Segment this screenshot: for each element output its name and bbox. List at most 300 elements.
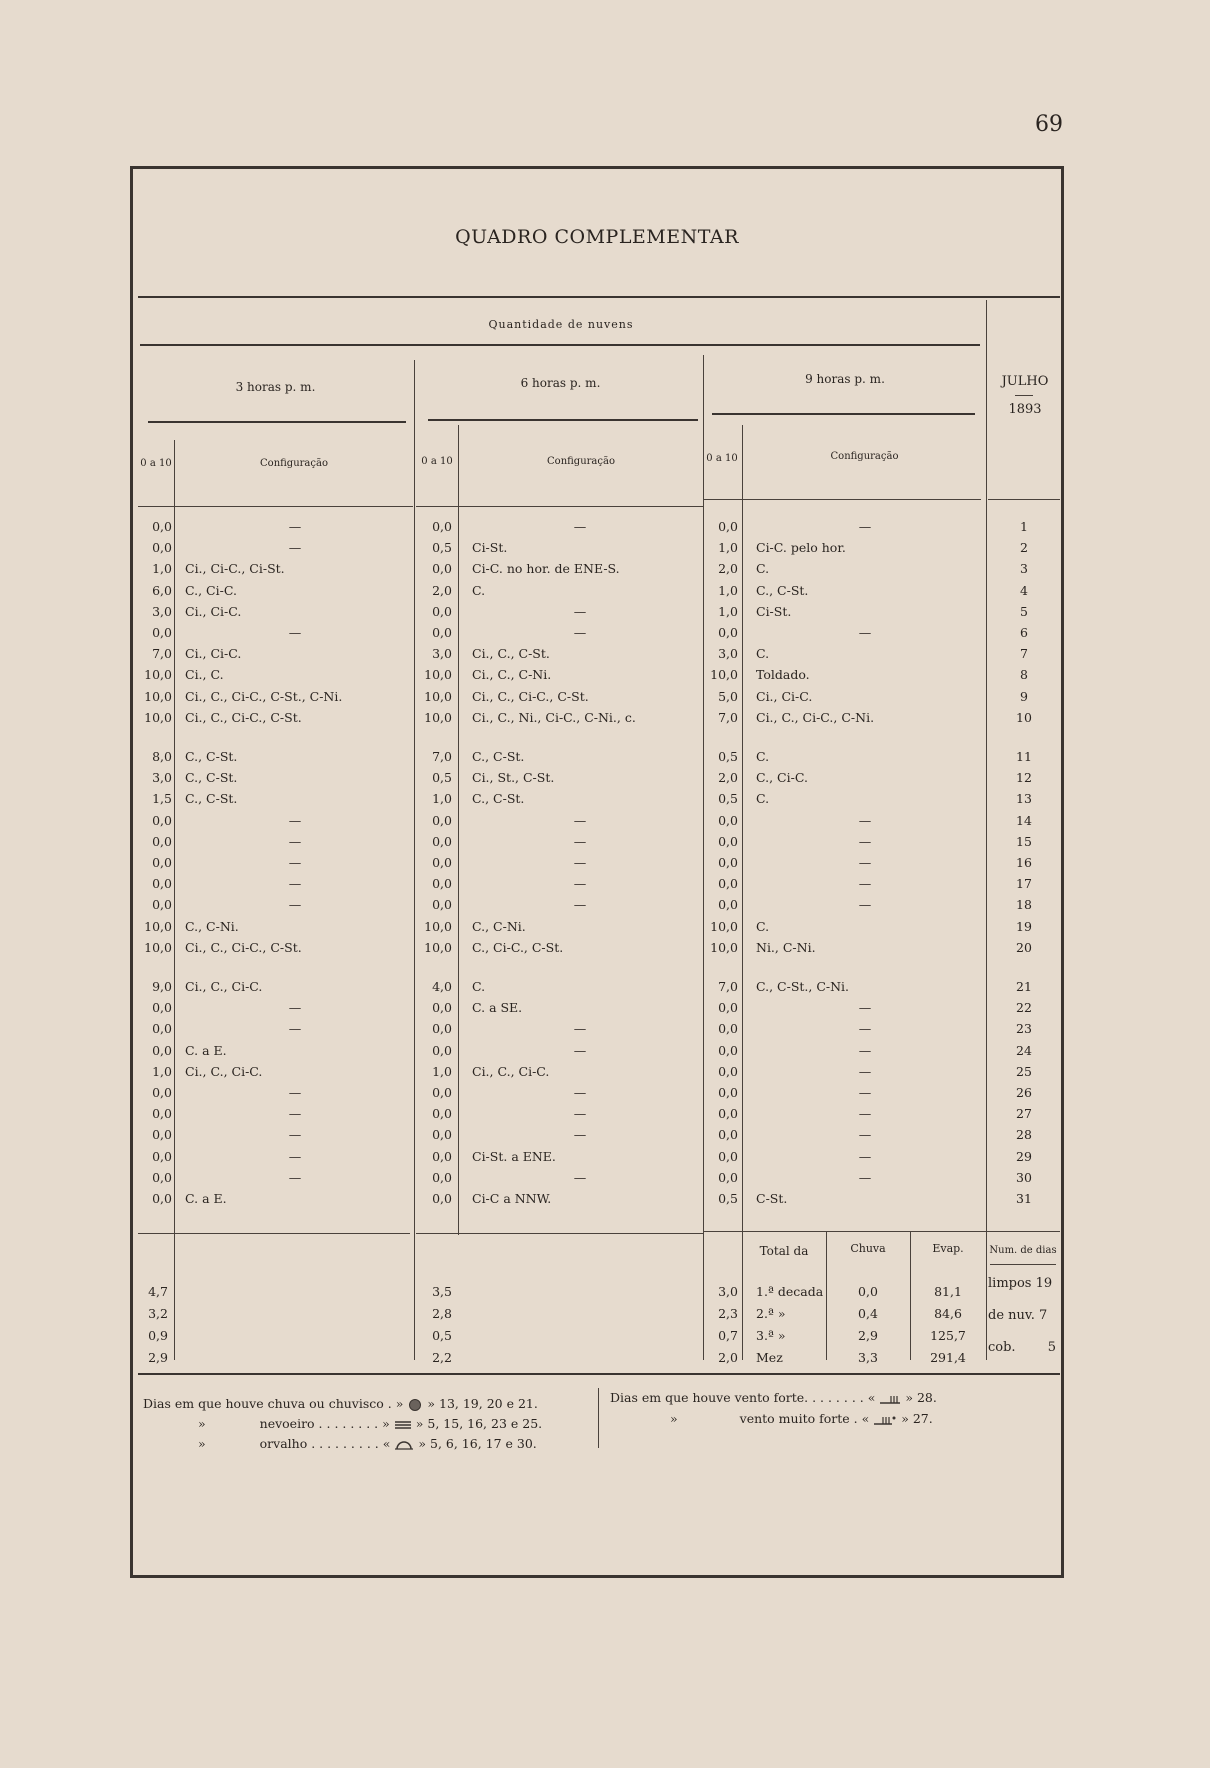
day-number: 26 [1016, 1085, 1032, 1100]
config-3pm: Ci., Ci-C. [185, 603, 242, 619]
config-9pm: — [858, 1021, 872, 1037]
value-3pm: 1,0 [152, 1063, 172, 1079]
total-6pm: 2,2 [432, 1350, 452, 1365]
fog-icon [394, 1419, 412, 1431]
value-6pm: 3,0 [432, 646, 452, 662]
total-period: Mez [756, 1350, 783, 1365]
value-6pm: 0,0 [432, 1191, 452, 1206]
value-3pm: 0,0 [152, 519, 172, 534]
value-6pm: 0,0 [432, 625, 452, 640]
value-9pm: 0,0 [718, 1169, 738, 1185]
day-number: 5 [1020, 603, 1028, 619]
config-6pm: Ci., C., Ni., Ci-C., C-Ni., c. [472, 709, 636, 725]
config-3pm: — [288, 833, 302, 849]
config-6pm: — [573, 1085, 587, 1100]
value-3pm: 3,0 [152, 603, 172, 619]
day-number: 25 [1016, 1063, 1032, 1079]
header-clouds-rule [140, 344, 980, 346]
config-6pm: Ci., St., C-St. [472, 770, 555, 786]
config-9pm: — [858, 1042, 872, 1058]
config-9pm: C., C-St. [756, 582, 809, 598]
subheader-value-9pm: 0 a 10 [706, 453, 738, 464]
day-number: 4 [1020, 582, 1028, 598]
config-6pm: — [573, 1021, 587, 1037]
value-6pm: 0,0 [432, 1000, 452, 1016]
value-6pm: 0,0 [432, 1021, 452, 1037]
day-number: 20 [1016, 939, 1032, 955]
config-6pm: C. a SE. [472, 1000, 523, 1016]
legend-dew-label: orvalho . . . . . . . . . [259, 1436, 379, 1451]
dias-cobertos-value: 5 [1047, 1340, 1056, 1355]
config-9pm: Ci-C. pelo hor. [756, 540, 846, 556]
value-9pm: 0,0 [718, 833, 738, 849]
config-9pm: C-St. [756, 1191, 788, 1206]
num-dias-label: Num. de dias [989, 1245, 1057, 1256]
config-9pm: — [858, 1063, 872, 1079]
config-3pm: — [288, 876, 302, 892]
total-evap: 125,7 [930, 1328, 966, 1343]
day-number: 24 [1016, 1042, 1032, 1058]
config-6pm: Ci., C., Ci-C., C-St. [472, 688, 589, 704]
value-9pm: 0,0 [718, 1021, 738, 1037]
config-6pm: C., C-St. [472, 791, 525, 807]
summary-rule-6pm [416, 1233, 703, 1234]
subheader-rule-day [988, 499, 1060, 500]
day-number: 17 [1016, 876, 1032, 892]
rule-3pm [148, 421, 406, 423]
chuva-label: Chuva [850, 1242, 886, 1255]
config-3pm: Ci., C. [185, 667, 224, 683]
config-9pm: Ni., C-Ni. [756, 939, 816, 955]
value-6pm: 1,0 [432, 1063, 452, 1079]
config-6pm: Ci-C. no hor. de ENE-S. [472, 561, 620, 577]
day-number: 10 [1016, 709, 1032, 725]
legend-strong-wind-days: » 27. [901, 1411, 933, 1426]
config-6pm: — [573, 519, 587, 534]
subheader-value-3pm: 0 a 10 [140, 458, 172, 469]
legend-fog-quote: » [198, 1416, 206, 1431]
value-6pm: 10,0 [424, 688, 452, 704]
value-3pm: 0,0 [152, 812, 172, 828]
header-clouds: Quantidade de nuvens [488, 318, 634, 331]
total-chuva: 3,3 [858, 1350, 878, 1365]
config-6pm: — [573, 855, 587, 870]
subheader-config-6pm: Configuração [547, 456, 615, 467]
config-9pm: C. [756, 791, 770, 807]
total-6pm: 3,5 [432, 1284, 452, 1299]
config-9pm: C. [756, 561, 770, 577]
config-3pm: C., C-Ni. [185, 918, 239, 934]
config-9pm: — [858, 1000, 872, 1016]
total-3pm: 4,7 [148, 1284, 168, 1299]
value-6pm: 10,0 [424, 709, 452, 725]
day-number: 3 [1020, 561, 1028, 577]
config-9pm: — [858, 1127, 872, 1143]
config-3pm: Ci., Ci-C. [185, 646, 242, 662]
subheader-value-6pm: 0 a 10 [421, 456, 453, 467]
page-number: 69 [1035, 112, 1063, 137]
value-6pm: 0,0 [432, 876, 452, 892]
day-number: 15 [1016, 833, 1032, 849]
config-3pm: C. a E. [185, 1042, 227, 1058]
value-6pm: 0,0 [432, 561, 452, 577]
value-9pm: 0,0 [718, 1000, 738, 1016]
config-6pm: Ci-St. a ENE. [472, 1148, 556, 1164]
config-9pm: — [858, 1106, 872, 1122]
day-number: 18 [1016, 897, 1032, 913]
value-9pm: 7,0 [718, 979, 738, 994]
config-6pm: — [573, 625, 587, 640]
value-6pm: 10,0 [424, 939, 452, 955]
legend-fog-days: » 5, 15, 16, 23 e 25. [415, 1416, 543, 1431]
value-3pm: 0,0 [152, 1127, 172, 1143]
legend-top-rule [138, 1373, 1060, 1375]
day-number: 27 [1016, 1106, 1032, 1122]
config-3pm: — [288, 519, 302, 534]
config-9pm: — [858, 1148, 872, 1164]
config-6pm: C., C-St. [472, 749, 525, 764]
value-3pm: 10,0 [144, 918, 172, 934]
config-6pm: — [573, 1169, 587, 1185]
config-9pm: — [858, 897, 872, 913]
config-6pm: C., Ci-C., C-St. [472, 939, 564, 955]
month-dash [1015, 395, 1033, 396]
value-9pm: 10,0 [710, 918, 738, 934]
config-9pm: Toldado. [756, 667, 810, 683]
config-3pm: — [288, 625, 302, 640]
legend-wind-days: » 28. [905, 1390, 937, 1405]
legend-dew [198, 1436, 537, 1451]
rule-6pm [428, 419, 698, 421]
day-number: 8 [1020, 667, 1028, 683]
value-6pm: 0,0 [432, 1106, 452, 1122]
config-3pm: Ci., C., Ci-C., C-St. [185, 709, 302, 725]
legend-divider [598, 1388, 599, 1448]
config-3pm: C., C-St. [185, 770, 238, 786]
subheader-config-3pm: Configuração [260, 458, 328, 469]
value-3pm: 9,0 [152, 979, 172, 994]
legend-strong-wind-quote: » [670, 1411, 678, 1426]
value-6pm: 0,0 [432, 855, 452, 870]
value-9pm: 5,0 [718, 688, 738, 704]
value-9pm: 2,0 [718, 561, 738, 577]
value-6pm: 0,0 [432, 1148, 452, 1164]
day-number: 13 [1016, 791, 1032, 807]
value-6pm: 0,0 [432, 603, 452, 619]
value-9pm: 0,0 [718, 897, 738, 913]
config-3pm: — [288, 1085, 302, 1100]
header-top-rule [138, 296, 1060, 298]
total-chuva: 2,9 [858, 1328, 878, 1343]
config-6pm: — [573, 1042, 587, 1058]
value-6pm: 10,0 [424, 667, 452, 683]
config-3pm: Ci., C., Ci-C. [185, 1063, 263, 1079]
day-number: 21 [1016, 979, 1032, 994]
value-3pm: 10,0 [144, 939, 172, 955]
config-6pm: — [573, 1127, 587, 1143]
legend-strong-wind-label: vento muito forte . [739, 1411, 858, 1426]
total-3pm: 2,9 [148, 1350, 168, 1365]
summary-rule-3pm [138, 1233, 410, 1234]
value-6pm: 0,5 [432, 540, 452, 556]
legend-rain [143, 1396, 538, 1412]
config-3pm: Ci., C., Ci-C. [185, 979, 263, 994]
total-3pm: 3,2 [148, 1306, 168, 1321]
value-9pm: 0,5 [718, 791, 738, 807]
config-9pm: Ci-St. [756, 603, 792, 619]
total-6pm: 0,5 [432, 1328, 452, 1343]
legend-rain-label: Dias em que houve chuva ou chuvisco . [143, 1396, 392, 1411]
day-number: 2 [1020, 540, 1028, 556]
config-9pm: Ci., C., Ci-C., C-Ni. [756, 709, 875, 725]
config-6pm: Ci-St. [472, 540, 508, 556]
value-3pm: 0,0 [152, 540, 172, 556]
config-6pm: Ci., C., C-Ni. [472, 667, 552, 683]
header-year: 1893 [1008, 402, 1042, 417]
value-3pm: 7,0 [152, 646, 172, 662]
day-number: 29 [1016, 1148, 1032, 1164]
value-6pm: 0,0 [432, 1042, 452, 1058]
dew-icon [394, 1439, 414, 1451]
value-9pm: 0,0 [718, 1063, 738, 1079]
config-9pm: — [858, 1169, 872, 1185]
legend-rain-days: » 13, 19, 20 e 21. [427, 1396, 538, 1411]
value-6pm: 0,0 [432, 1169, 452, 1185]
total-9pm: 3,0 [718, 1284, 738, 1299]
value-6pm: 0,0 [432, 833, 452, 849]
day-number: 31 [1016, 1191, 1032, 1206]
value-3pm: 0,0 [152, 1191, 172, 1206]
col-line-1 [174, 440, 175, 1360]
config-6pm: — [573, 812, 587, 828]
total-evap: 291,4 [930, 1350, 966, 1365]
value-9pm: 0,0 [718, 876, 738, 892]
config-9pm: — [858, 625, 872, 640]
value-6pm: 0,0 [432, 519, 452, 534]
total-chuva: 0,4 [858, 1306, 878, 1321]
config-6pm: — [573, 1106, 587, 1122]
config-6pm: C. [472, 582, 486, 598]
subheader-rule-6pm [416, 506, 703, 507]
config-3pm: — [288, 855, 302, 870]
day-number: 6 [1020, 625, 1028, 640]
total-period: 2.ª » [756, 1306, 786, 1321]
value-3pm: 0,0 [152, 1148, 172, 1164]
day-number: 7 [1020, 646, 1028, 662]
legend-dew-days: » 5, 6, 16, 17 e 30. [418, 1436, 537, 1451]
config-9pm: — [858, 855, 872, 870]
num-dias-rule [990, 1264, 1056, 1265]
value-6pm: 0,0 [432, 812, 452, 828]
col-line-3 [458, 425, 459, 1235]
dias-nuvens: de nuv. 7 [988, 1308, 1048, 1323]
value-3pm: 10,0 [144, 709, 172, 725]
header-9pm: 9 horas p. m. [805, 372, 885, 386]
subheader-rule-3pm [138, 506, 413, 507]
legend-wind [610, 1390, 937, 1405]
day-number: 14 [1016, 812, 1032, 828]
value-9pm: 0,5 [718, 1191, 738, 1206]
strong-wind-icon [879, 1393, 901, 1405]
dias-limpos: limpos 19 [988, 1276, 1053, 1291]
config-3pm: — [288, 812, 302, 828]
value-3pm: 8,0 [152, 749, 172, 764]
header-6pm: 6 horas p. m. [520, 376, 601, 390]
config-3pm: — [288, 1021, 302, 1037]
config-9pm: — [858, 833, 872, 849]
config-6pm: — [573, 876, 587, 892]
config-3pm: Ci., C., Ci-C., C-St., C-Ni. [185, 688, 343, 704]
day-number: 19 [1016, 918, 1032, 934]
day-number: 23 [1016, 1021, 1032, 1037]
value-3pm: 1,0 [152, 561, 172, 577]
total-evap: 84,6 [934, 1306, 962, 1321]
legend-strong-wind [670, 1411, 933, 1426]
subheader-rule-9pm [703, 499, 981, 500]
very-strong-wind-icon [873, 1414, 897, 1426]
value-9pm: 3,0 [718, 646, 738, 662]
config-6pm: Ci., C., Ci-C. [472, 1063, 550, 1079]
config-3pm: — [288, 1127, 302, 1143]
total-9pm: 2,0 [718, 1350, 738, 1365]
value-3pm: 0,0 [152, 833, 172, 849]
value-6pm: 7,0 [432, 749, 452, 764]
value-9pm: 7,0 [718, 709, 738, 725]
value-9pm: 10,0 [710, 939, 738, 955]
col-line-6 [986, 300, 987, 1360]
config-9pm: C. [756, 749, 770, 764]
config-6pm: C., C-Ni. [472, 918, 526, 934]
config-3pm: Ci., C., Ci-C., C-St. [185, 939, 302, 955]
legend-rain-mark: » [395, 1396, 404, 1411]
config-3pm: — [288, 1148, 302, 1164]
value-3pm: 0,0 [152, 1042, 172, 1058]
rain-icon [407, 1398, 423, 1412]
value-3pm: 0,0 [152, 1021, 172, 1037]
value-3pm: 0,0 [152, 876, 172, 892]
header-month: JULHO [1001, 374, 1049, 389]
day-number: 30 [1016, 1169, 1032, 1185]
total-chuva: 0,0 [858, 1284, 878, 1299]
total-label: Total da [759, 1244, 809, 1258]
config-3pm: C., C-St. [185, 791, 238, 807]
legend-wind-label: Dias em que houve vento forte. . . . . . . . [610, 1390, 864, 1405]
legend-fog-mark: » [382, 1416, 390, 1431]
value-6pm: 2,0 [432, 582, 452, 598]
value-3pm: 6,0 [152, 582, 172, 598]
evap-label: Evap. [932, 1242, 964, 1255]
value-3pm: 0,0 [152, 1106, 172, 1122]
config-3pm: — [288, 1000, 302, 1016]
value-9pm: 0,0 [718, 1148, 738, 1164]
rule-9pm [712, 413, 975, 415]
config-6pm: — [573, 897, 587, 913]
value-9pm: 0,0 [718, 1042, 738, 1058]
config-9pm: C. [756, 646, 770, 662]
config-3pm: — [288, 897, 302, 913]
config-9pm: C. [756, 918, 770, 934]
value-3pm: 10,0 [144, 688, 172, 704]
value-9pm: 2,0 [718, 770, 738, 786]
config-3pm: C. a E. [185, 1191, 227, 1206]
legend-fog [198, 1416, 542, 1431]
config-9pm: — [858, 1085, 872, 1100]
value-9pm: 1,0 [718, 582, 738, 598]
config-6pm: — [573, 833, 587, 849]
legend-dew-mark: « [382, 1436, 391, 1451]
day-number: 1 [1020, 519, 1028, 534]
total-evap: 81,1 [934, 1284, 962, 1299]
config-6pm: — [573, 603, 587, 619]
legend-strong-wind-mark: « [861, 1411, 870, 1426]
value-6pm: 0,5 [432, 770, 452, 786]
summary-rule-9pm [703, 1231, 1060, 1232]
dias-cobertos: cob. [988, 1340, 1016, 1355]
config-9pm: C., Ci-C. [756, 770, 808, 786]
total-period: 1.ª decada [756, 1284, 824, 1299]
value-3pm: 0,0 [152, 1169, 172, 1185]
config-3pm: C., Ci-C. [185, 582, 237, 598]
value-6pm: 0,0 [432, 1085, 452, 1100]
total-9pm: 2,3 [718, 1306, 738, 1321]
config-9pm: C., C-St., C-Ni. [756, 979, 850, 994]
value-3pm: 3,0 [152, 770, 172, 786]
value-6pm: 4,0 [432, 979, 452, 994]
config-6pm: C. [472, 979, 486, 994]
config-6pm: Ci-C a NNW. [472, 1191, 552, 1206]
config-9pm: — [858, 876, 872, 892]
subheader-config-9pm: Configuração [830, 451, 899, 462]
value-9pm: 1,0 [718, 540, 738, 556]
value-9pm: 0,0 [718, 519, 738, 534]
value-6pm: 0,0 [432, 897, 452, 913]
value-6pm: 1,0 [432, 791, 452, 807]
day-number: 22 [1016, 1000, 1032, 1016]
config-9pm: Ci., Ci-C. [756, 688, 813, 704]
value-9pm: 0,0 [718, 625, 738, 640]
value-9pm: 0,0 [718, 855, 738, 870]
value-6pm: 0,0 [432, 1127, 452, 1143]
value-3pm: 0,0 [152, 1085, 172, 1100]
total-9pm: 0,7 [718, 1328, 738, 1343]
value-3pm: 0,0 [152, 897, 172, 913]
value-9pm: 0,0 [718, 1106, 738, 1122]
config-3pm: — [288, 540, 302, 556]
config-3pm: — [288, 1106, 302, 1122]
config-9pm: — [858, 812, 872, 828]
config-6pm: Ci., C., C-St. [472, 646, 550, 662]
value-3pm: 0,0 [152, 625, 172, 640]
value-9pm: 0,0 [718, 1127, 738, 1143]
value-9pm: 1,0 [718, 603, 738, 619]
total-6pm: 2,8 [432, 1306, 452, 1321]
total-period: 3.ª » [756, 1328, 786, 1343]
day-number: 28 [1016, 1127, 1032, 1143]
config-9pm: — [858, 519, 872, 534]
legend-wind-mark: « [867, 1390, 876, 1405]
config-3pm: C., C-St. [185, 749, 238, 764]
value-3pm: 10,0 [144, 667, 172, 683]
config-3pm: Ci., Ci-C., Ci-St. [185, 561, 285, 577]
page-title: QUADRO COMPLEMENTAR [455, 226, 739, 248]
legend-dew-quote: » [198, 1436, 206, 1451]
day-number: 16 [1016, 855, 1032, 870]
value-6pm: 10,0 [424, 918, 452, 934]
legend-fog-label: nevoeiro . . . . . . . . [259, 1416, 379, 1431]
value-9pm: 0,5 [718, 749, 738, 764]
value-9pm: 10,0 [710, 667, 738, 683]
day-number: 12 [1016, 770, 1032, 786]
